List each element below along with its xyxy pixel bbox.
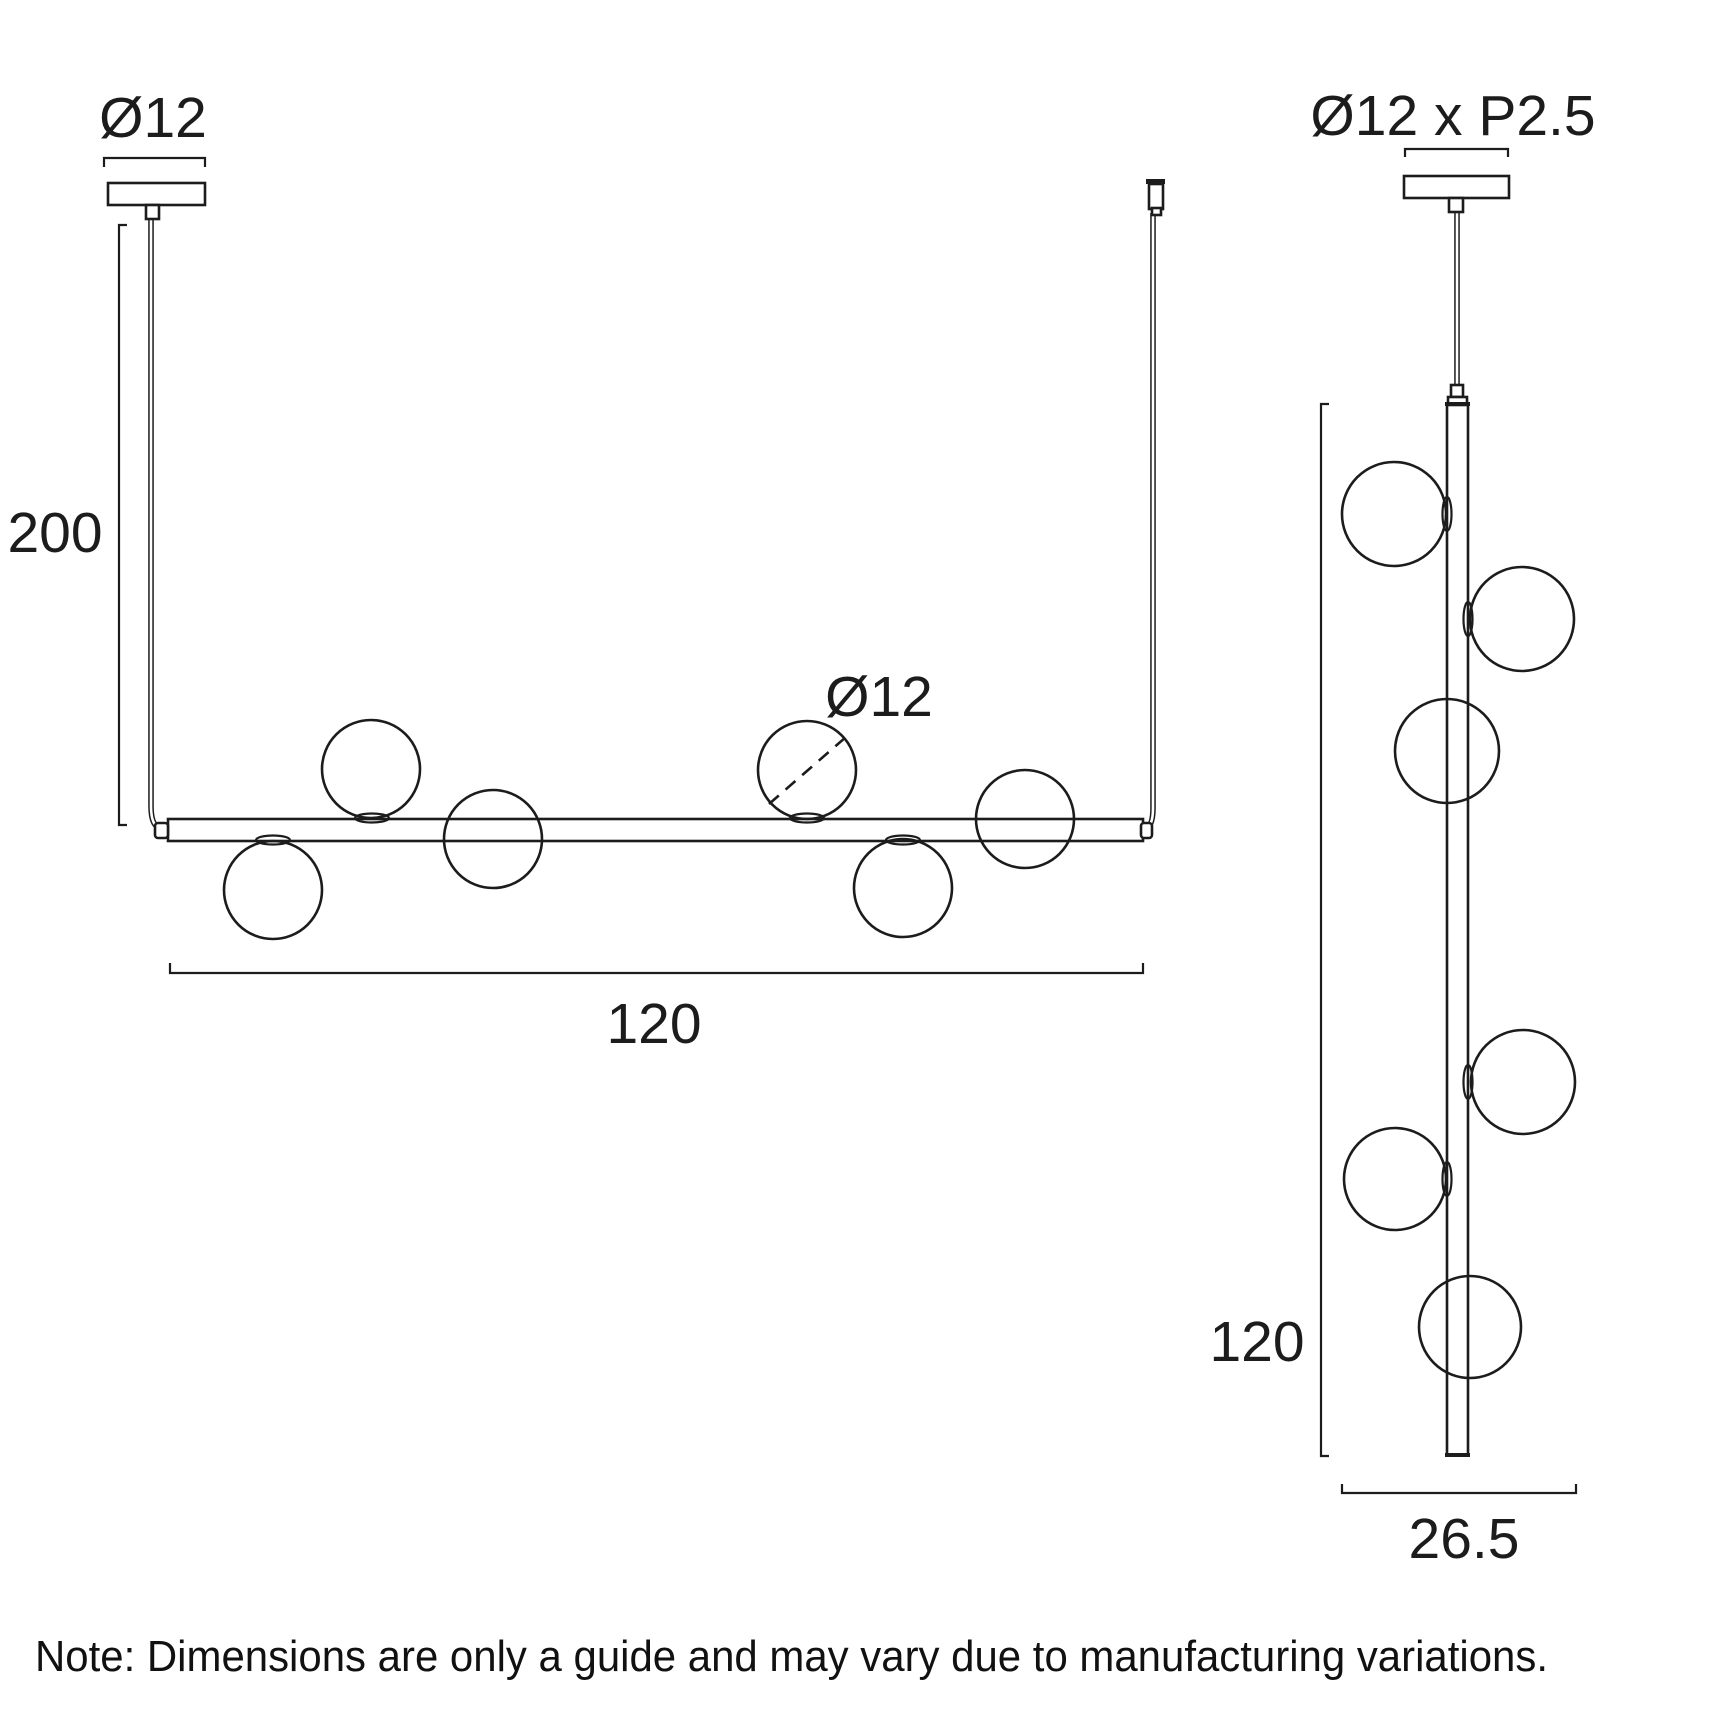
ball-diameter-indicator-line xyxy=(769,737,846,804)
glass-ball xyxy=(224,841,322,939)
front-view xyxy=(7,86,1165,1056)
left-suspension-cable xyxy=(151,219,161,828)
glass-ball xyxy=(1342,462,1446,566)
glass-ball xyxy=(1471,1030,1575,1134)
pendant-bar-side xyxy=(1447,405,1468,1455)
side-depth-dimension-bracket xyxy=(1342,1484,1576,1493)
front-width-label: 120 xyxy=(606,992,702,1056)
front-canopy-dimension-bracket xyxy=(104,158,205,167)
front-drop-label: 200 xyxy=(7,501,103,565)
left-ceiling-canopy xyxy=(108,183,205,205)
side-canopy-dimension-bracket xyxy=(1405,149,1508,157)
side-canopy-spec-label: Ø12 x P2.5 xyxy=(1310,84,1596,148)
right-cable-top-connector xyxy=(1152,208,1161,215)
side-bar-top-connector xyxy=(1451,385,1463,397)
bar-right-end-cap xyxy=(1141,823,1152,838)
left-canopy-cable-connector xyxy=(146,205,159,219)
glass-ball xyxy=(854,839,952,937)
glass-ball xyxy=(1470,567,1574,671)
side-depth-label: 26.5 xyxy=(1408,1507,1520,1571)
front-drop-dimension-bracket xyxy=(119,225,127,825)
front-width-dimension-bracket xyxy=(170,963,1143,973)
right-suspension-cable xyxy=(1144,213,1153,829)
side-bar-top-cap xyxy=(1445,402,1470,406)
glass-ball xyxy=(1344,1128,1446,1230)
side-canopy-cable-connector xyxy=(1449,198,1463,212)
pendant-bar-front xyxy=(168,819,1143,841)
ball-diameter-label: Ø12 xyxy=(825,665,933,729)
front-canopy-diameter-label: Ø12 xyxy=(99,86,207,150)
side-height-label: 120 xyxy=(1209,1310,1305,1374)
side-view xyxy=(1209,84,1595,1571)
manufacturing-variations-note: Note: Dimensions are only a guide and may vary due to manufacturing variations. xyxy=(35,1632,1548,1681)
glass-ball xyxy=(322,720,420,818)
right-cable-top-fitting xyxy=(1149,184,1163,209)
side-ceiling-canopy xyxy=(1404,176,1509,198)
bar-left-end-cap xyxy=(155,823,168,838)
glass-ball xyxy=(1419,1276,1521,1378)
side-bar-bottom-cap xyxy=(1445,1453,1470,1457)
side-height-dimension-bracket xyxy=(1321,404,1329,1456)
